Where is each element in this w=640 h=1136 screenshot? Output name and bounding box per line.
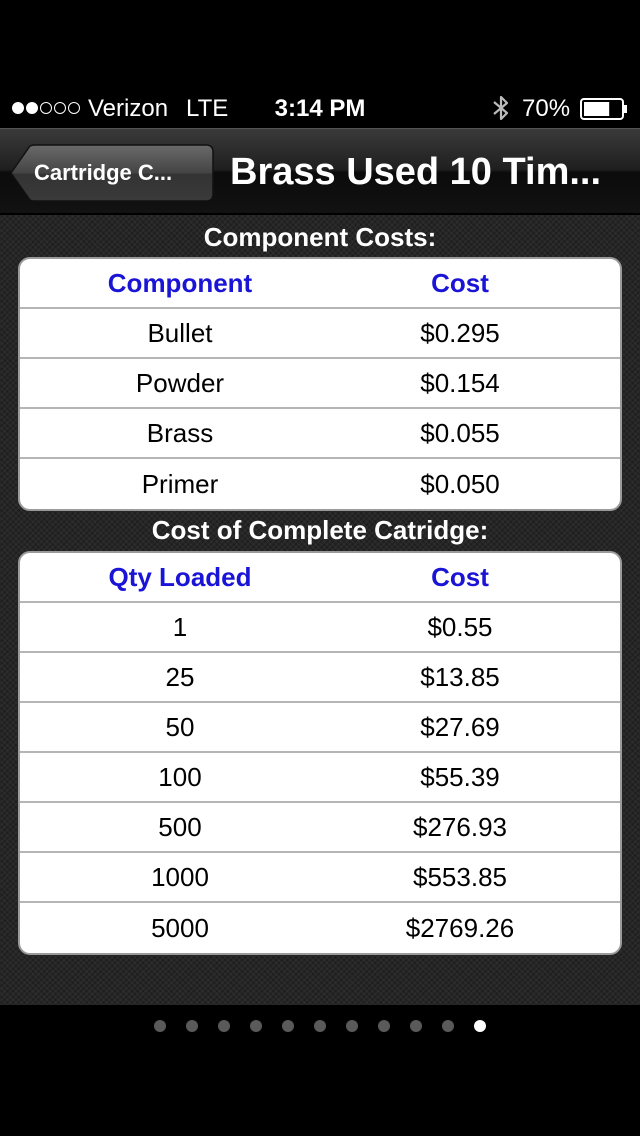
component-name: Brass xyxy=(146,417,214,448)
column-header-qty-loaded: Qty Loaded xyxy=(108,561,252,592)
back-button[interactable] xyxy=(10,144,214,202)
page-dot[interactable] xyxy=(474,1020,486,1032)
table-row xyxy=(20,753,620,803)
carrier-name: Verizon xyxy=(88,95,169,122)
component-cost: $0.050 xyxy=(420,468,500,499)
battery-icon xyxy=(580,98,628,120)
qty-loaded: 1 xyxy=(172,611,188,642)
qty-loaded: 1000 xyxy=(151,861,209,892)
column-header-cost: Cost xyxy=(431,267,489,298)
cartridge-costs-table xyxy=(18,551,622,955)
status-bar xyxy=(0,88,640,128)
table-row xyxy=(20,903,620,953)
cartridge-cost: $55.39 xyxy=(420,761,500,792)
bluetooth-icon xyxy=(491,94,511,122)
table-row xyxy=(20,853,620,903)
cartridge-cost: $2769.26 xyxy=(405,912,515,943)
page-dot[interactable] xyxy=(410,1020,422,1032)
page-dot[interactable] xyxy=(442,1020,454,1032)
component-name: Primer xyxy=(141,468,219,499)
table-header-row xyxy=(20,553,620,603)
column-header-component: Component xyxy=(107,267,253,298)
table-row xyxy=(20,803,620,853)
qty-loaded: 5000 xyxy=(151,912,209,943)
component-costs-title: Component Costs: xyxy=(203,222,437,252)
battery-percent: 70% xyxy=(522,95,571,122)
page-dot[interactable] xyxy=(186,1020,198,1032)
column-header-cost: Cost xyxy=(431,561,489,592)
page-dot[interactable] xyxy=(346,1020,358,1032)
page-dot[interactable] xyxy=(282,1020,294,1032)
page-title: Brass Used 10 Tim... xyxy=(230,151,602,193)
qty-loaded: 500 xyxy=(158,811,202,842)
table-row xyxy=(20,703,620,753)
cartridge-cost: $0.55 xyxy=(427,611,493,642)
table-row xyxy=(20,653,620,703)
table-row xyxy=(20,309,620,359)
page-dot[interactable] xyxy=(314,1020,326,1032)
cartridge-cost: $276.93 xyxy=(413,811,507,842)
component-cost: $0.295 xyxy=(420,317,500,348)
component-name: Powder xyxy=(135,367,225,398)
table-row xyxy=(20,459,620,509)
component-costs-table xyxy=(18,257,622,511)
page-dot[interactable] xyxy=(378,1020,390,1032)
status-time: 3:14 PM xyxy=(274,95,366,122)
table-row xyxy=(20,603,620,653)
table-row xyxy=(20,409,620,459)
navigation-bar xyxy=(0,128,640,214)
page-dot[interactable] xyxy=(218,1020,230,1032)
cartridge-cost: $553.85 xyxy=(413,861,507,892)
table-header-row xyxy=(20,259,620,309)
cartridge-cost: $13.85 xyxy=(420,661,500,692)
page-control[interactable] xyxy=(0,1016,640,1036)
content-area xyxy=(0,215,640,1005)
component-cost: $0.154 xyxy=(420,367,500,398)
table-row xyxy=(20,359,620,409)
page-dot[interactable] xyxy=(250,1020,262,1032)
cartridge-costs-title: Cost of Complete Catridge: xyxy=(151,515,489,545)
back-button-label: Cartridge C... xyxy=(34,160,173,185)
qty-loaded: 50 xyxy=(165,711,195,742)
component-cost: $0.055 xyxy=(420,417,500,448)
component-name: Bullet xyxy=(147,317,213,348)
network-type: LTE xyxy=(186,95,229,122)
qty-loaded: 100 xyxy=(158,761,202,792)
qty-loaded: 25 xyxy=(165,661,195,692)
page-dot[interactable] xyxy=(154,1020,166,1032)
cartridge-cost: $27.69 xyxy=(420,711,500,742)
